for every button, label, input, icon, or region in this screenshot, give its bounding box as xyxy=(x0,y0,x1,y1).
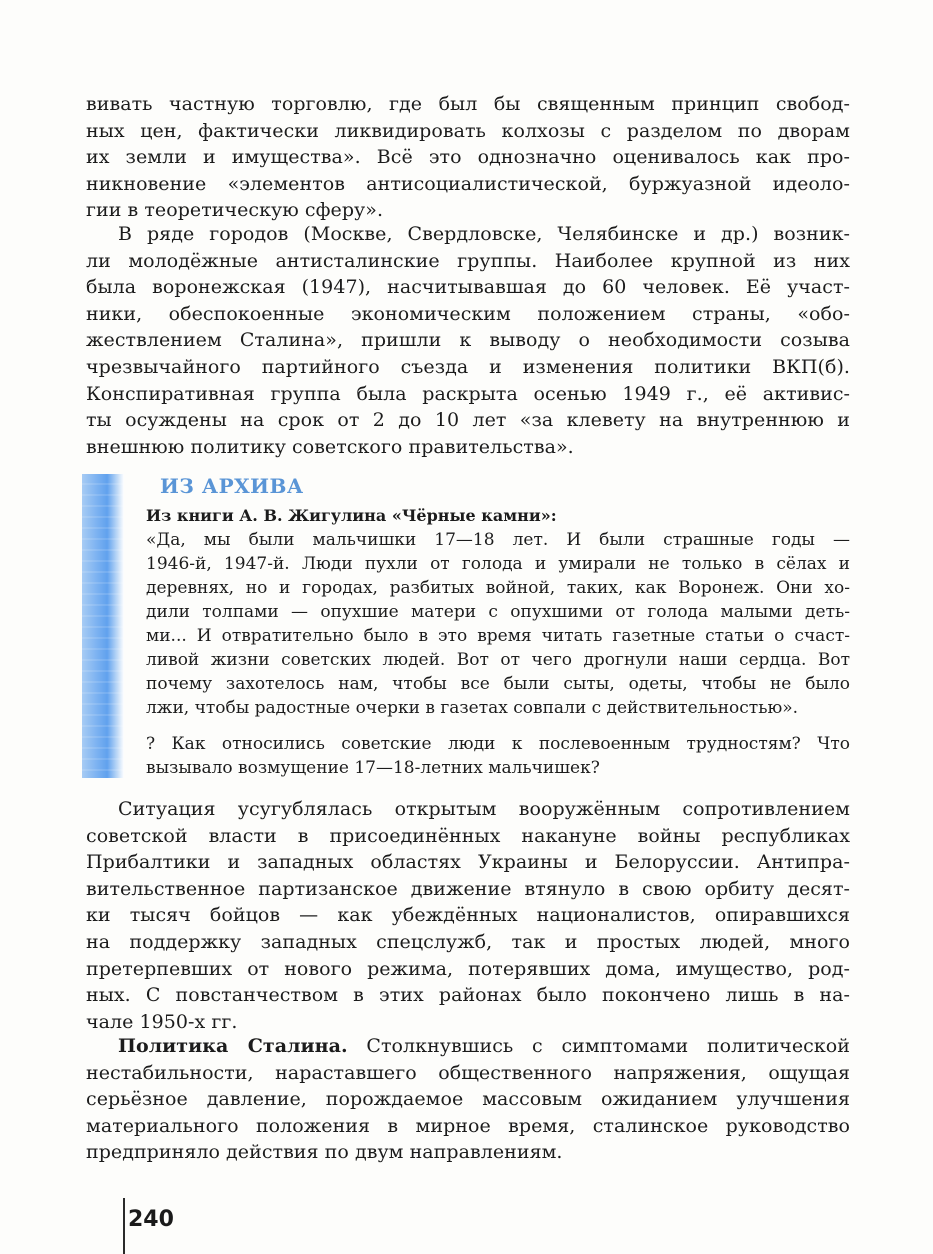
paragraph-armed-resistance xyxy=(86,796,850,1035)
text-line: серьёзное давление, порождаемое массовым ожиданием улучшения xyxy=(86,1088,850,1111)
text-line: никновение «элементов антисоциалистической, буржуазной идеоло- xyxy=(86,172,850,195)
text-line: Ситуация усугублялась открытым вооружённым сопротивлением xyxy=(118,798,850,820)
text-line: претерпевших от нового режима, потерявших дома, имущество, род- xyxy=(86,957,850,980)
text-line: вительственное партизанское движение втянуло в свою орбиту десят- xyxy=(86,877,850,900)
section-lead-heading: Политика Сталина. xyxy=(118,1035,348,1057)
text-line xyxy=(86,1033,850,1060)
page-number-rule xyxy=(123,1198,125,1254)
quote-line: ми... И отвратительно было в это время читать газетные статьи о счаст- xyxy=(146,626,850,646)
paragraph-stalin-policy xyxy=(86,1033,850,1166)
question-line: ? Как относились советские люди к послевоенным трудностям? Что xyxy=(146,734,850,754)
text-line: гии в теоретическую сферу». xyxy=(86,199,384,222)
text-line: чале 1950-х гг. xyxy=(86,1010,238,1033)
quote-line: дили толпами — опухшие матери с опухшими от голода малыми деть- xyxy=(146,602,850,622)
text-line: чрезвычайного партийного съезда и изменения политики ВКП(б). xyxy=(86,355,850,378)
archive-accent-texture xyxy=(82,474,124,778)
text-line: материального положения в мирное время, сталинское руководство xyxy=(86,1114,850,1137)
text-line: нестабильности, нараставшего общественного напряжения, ощущая xyxy=(86,1061,850,1084)
text-line: В ряде городов (Москве, Свердловске, Челябинске и др.) возник- xyxy=(118,223,850,245)
text-line: их земли и имущества». Всё это однозначно оценивалось как про- xyxy=(86,146,850,169)
page-number: 240 xyxy=(128,1207,174,1232)
quote-line: деревнях, но и городах, разбитых войной, таких, как Воронеж. Они хо- xyxy=(146,578,850,598)
text-line: была воронежская (1947), насчитывавшая до 60 человек. Её участ- xyxy=(86,276,850,299)
text-line: ники, обеспокоенные экономическим положением страны, «обо- xyxy=(86,302,850,325)
quote-line: почему захотелось нам, чтобы все были сыты, одеты, чтобы не было xyxy=(146,674,850,694)
archive-source: Из книги А. В. Жигулина «Чёрные камни»: xyxy=(146,506,557,525)
text-line: вивать частную торговлю, где был бы священным принцип свобод- xyxy=(86,93,850,115)
text-line: ных цен, фактически ликвидировать колхозы с разделом по дворам xyxy=(86,119,850,142)
question-line: вызывало возмущение 17—18-летних мальчишек? xyxy=(146,758,600,778)
paragraph-continuation xyxy=(86,91,850,224)
text-fragment: Столкнувшись с симптомами политической xyxy=(347,1035,850,1057)
quote-line: 1946-й, 1947-й. Люди пухли от голода и умирали не только в сёлах и xyxy=(146,554,850,574)
text-line: предприняло действия по двум направлениям. xyxy=(86,1141,563,1164)
archive-quote xyxy=(146,504,850,720)
quote-line: лжи, чтобы радостные очерки в газетах совпали с действительностью». xyxy=(146,698,799,718)
text-line: ных. С повстанчеством в этих районах было покончено лишь в на- xyxy=(86,984,850,1007)
text-line: ли молодёжные антисталинские группы. Наиболее крупной из них xyxy=(86,249,850,272)
text-line: ты осуждены на срок от 2 до 10 лет «за клевету на внутреннюю и xyxy=(86,409,850,432)
quote-line: ливой жизни советских людей. Вот от чего дрогнули наши сердца. Вот xyxy=(146,650,850,670)
text-line: на поддержку западных спецслужб, так и простых людей, много xyxy=(86,930,850,953)
text-line: Конспиративная группа была раскрыта осенью 1949 г., её активис- xyxy=(86,382,850,405)
quote-line: «Да, мы были мальчишки 17—18 лет. И были страшные годы — xyxy=(146,530,850,550)
paragraph-youth-groups xyxy=(86,221,850,460)
text-line: жествлением Сталина», пришли к выводу о необходимости созыва xyxy=(86,329,850,352)
text-line: советской власти в присоединённых накануне войны республиках xyxy=(86,824,850,847)
text-line: ки тысяч бойцов — как убеждённых националистов, опиравшихся xyxy=(86,904,850,927)
archive-title: ИЗ АРХИВА xyxy=(160,474,304,498)
text-line: внешнюю политику советского правительства». xyxy=(86,435,574,458)
archive-question xyxy=(146,732,850,780)
text-line: Прибалтики и западных областях Украины и Белоруссии. Антипра- xyxy=(86,851,850,874)
